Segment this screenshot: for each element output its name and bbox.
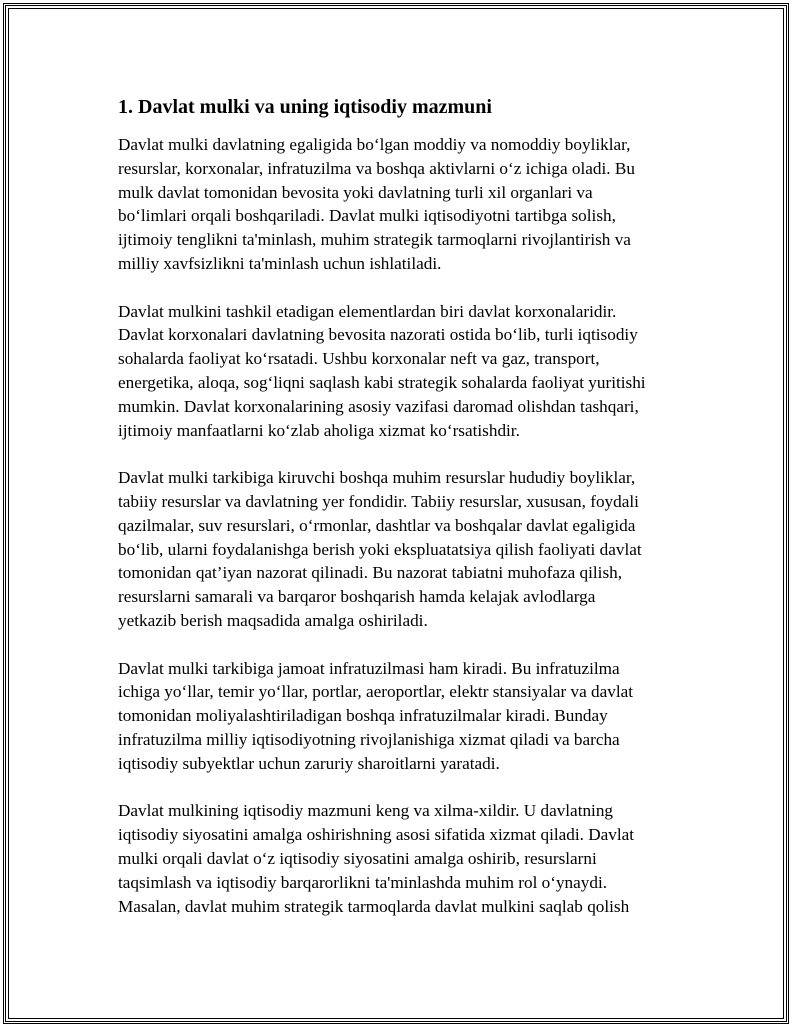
text-line: ijtimoiy tenglikni ta'minlash, muhim strategik tarmoqlarni rivojlantirish va [118, 230, 631, 250]
text-line: sohalarda faoliyat ko‘rsatadi. Ushbu korxonalar neft va gaz, transport, [118, 349, 600, 369]
text-line: ichiga yo‘llar, temir yo‘llar, portlar, aeroportlar, elektr stansiyalar va davlat [118, 682, 634, 702]
text-line: Davlat mulkining iqtisodiy mazmuni keng va xilma-xildir. U davlatning [118, 801, 614, 821]
text-line: milliy xavfsizlikni ta'minlash uchun ishlatiladi. [118, 253, 442, 273]
paragraph-5 [118, 799, 698, 918]
text-line: Davlat mulki tarkibiga jamoat infratuzilmasi ham kiradi. Bu infratuzilma [118, 658, 620, 678]
text-line: Masalan, davlat muhim strategik tarmoqlarda davlat mulkini saqlab qolish [118, 896, 630, 916]
text-line: iqtisodiy subyektlar uchun zaruriy sharoitlarni yaratadi. [118, 753, 500, 773]
text-line: yetkazib berish maqsadida amalga oshiriladi. [118, 610, 428, 630]
text-line: bo‘lib, ularni foydalanishga berish yoki ekspluatatsiya qilish faoliyati davlat [118, 539, 642, 559]
section-heading: 1. Davlat mulki va uning iqtisodiy mazmuni [118, 96, 492, 118]
text-line: resurslarni samarali va barqaror boshqarish hamda kelajak avlodlarga [118, 587, 596, 607]
text-line: Davlat mulki tarkibiga kiruvchi boshqa muhim resurslar hududiy boyliklar, [118, 468, 636, 488]
text-line: Davlat korxonalari davlatning bevosita nazorati ostida bo‘lib, turli iqtisodiy [118, 325, 638, 345]
text-line: tomonidan moliyalashtiriladigan boshqa infratuzilmalar kiradi. Bunday [118, 706, 608, 726]
document-body [118, 93, 698, 942]
text-line: taqsimlash va iqtisodiy barqarorlikni ta'minlashda muhim rol o‘ynaydi. [118, 872, 608, 892]
text-line: tomonidan qat’iyan nazorat qilinadi. Bu nazorat tabiatni muhofaza qilish, [118, 563, 623, 583]
text-line: qazilmalar, suv resurslari, o‘rmonlar, dashtlar va boshqalar davlat egaligida [118, 515, 636, 535]
text-line: Davlat mulkini tashkil etadigan elementlardan biri davlat korxonalaridir. [118, 301, 617, 321]
text-line: infratuzilma milliy iqtisodiyotning rivojlanishiga xizmat qiladi va barcha [118, 729, 620, 749]
paragraph-3 [118, 466, 698, 633]
text-line: iqtisodiy siyosatini amalga oshirishning asosi sifatida xizmat qiladi. Davlat [118, 825, 635, 845]
text-line: ijtimoiy manfaatlarni ko‘zlab aholiga xizmat ko‘rsatishdir. [118, 420, 520, 440]
text-line: bo‘limlari orqali boshqariladi. Davlat mulki iqtisodiyotni tartibga solish, [118, 206, 616, 226]
text-line: mumkin. Davlat korxonalarining asosiy vazifasi daromad olishdan tashqari, [118, 396, 639, 416]
text-line: tabiiy resurslar va davlatning yer fondidir. Tabiiy resurslar, xususan, foydali [118, 491, 639, 511]
paragraph-1 [118, 133, 698, 276]
text-line: mulki orqali davlat o‘z iqtisodiy siyosatini amalga oshirib, resurslarni [118, 848, 597, 868]
paragraph-2 [118, 300, 698, 443]
text-line: resurslar, korxonalar, infratuzilma va boshqa aktivlarni o‘z ichiga oladi. Bu [118, 158, 635, 178]
text-line: energetika, aloqa, sog‘liqni saqlash kabi strategik sohalarda faoliyat yuritishi [118, 372, 646, 392]
text-line: Davlat mulki davlatning egaligida bo‘lgan moddiy va nomoddiy boyliklar, [118, 135, 631, 154]
text-line: mulk davlat tomonidan bevosita yoki davlatning turli xil organlari va [118, 182, 593, 202]
paragraph-4 [118, 657, 698, 776]
